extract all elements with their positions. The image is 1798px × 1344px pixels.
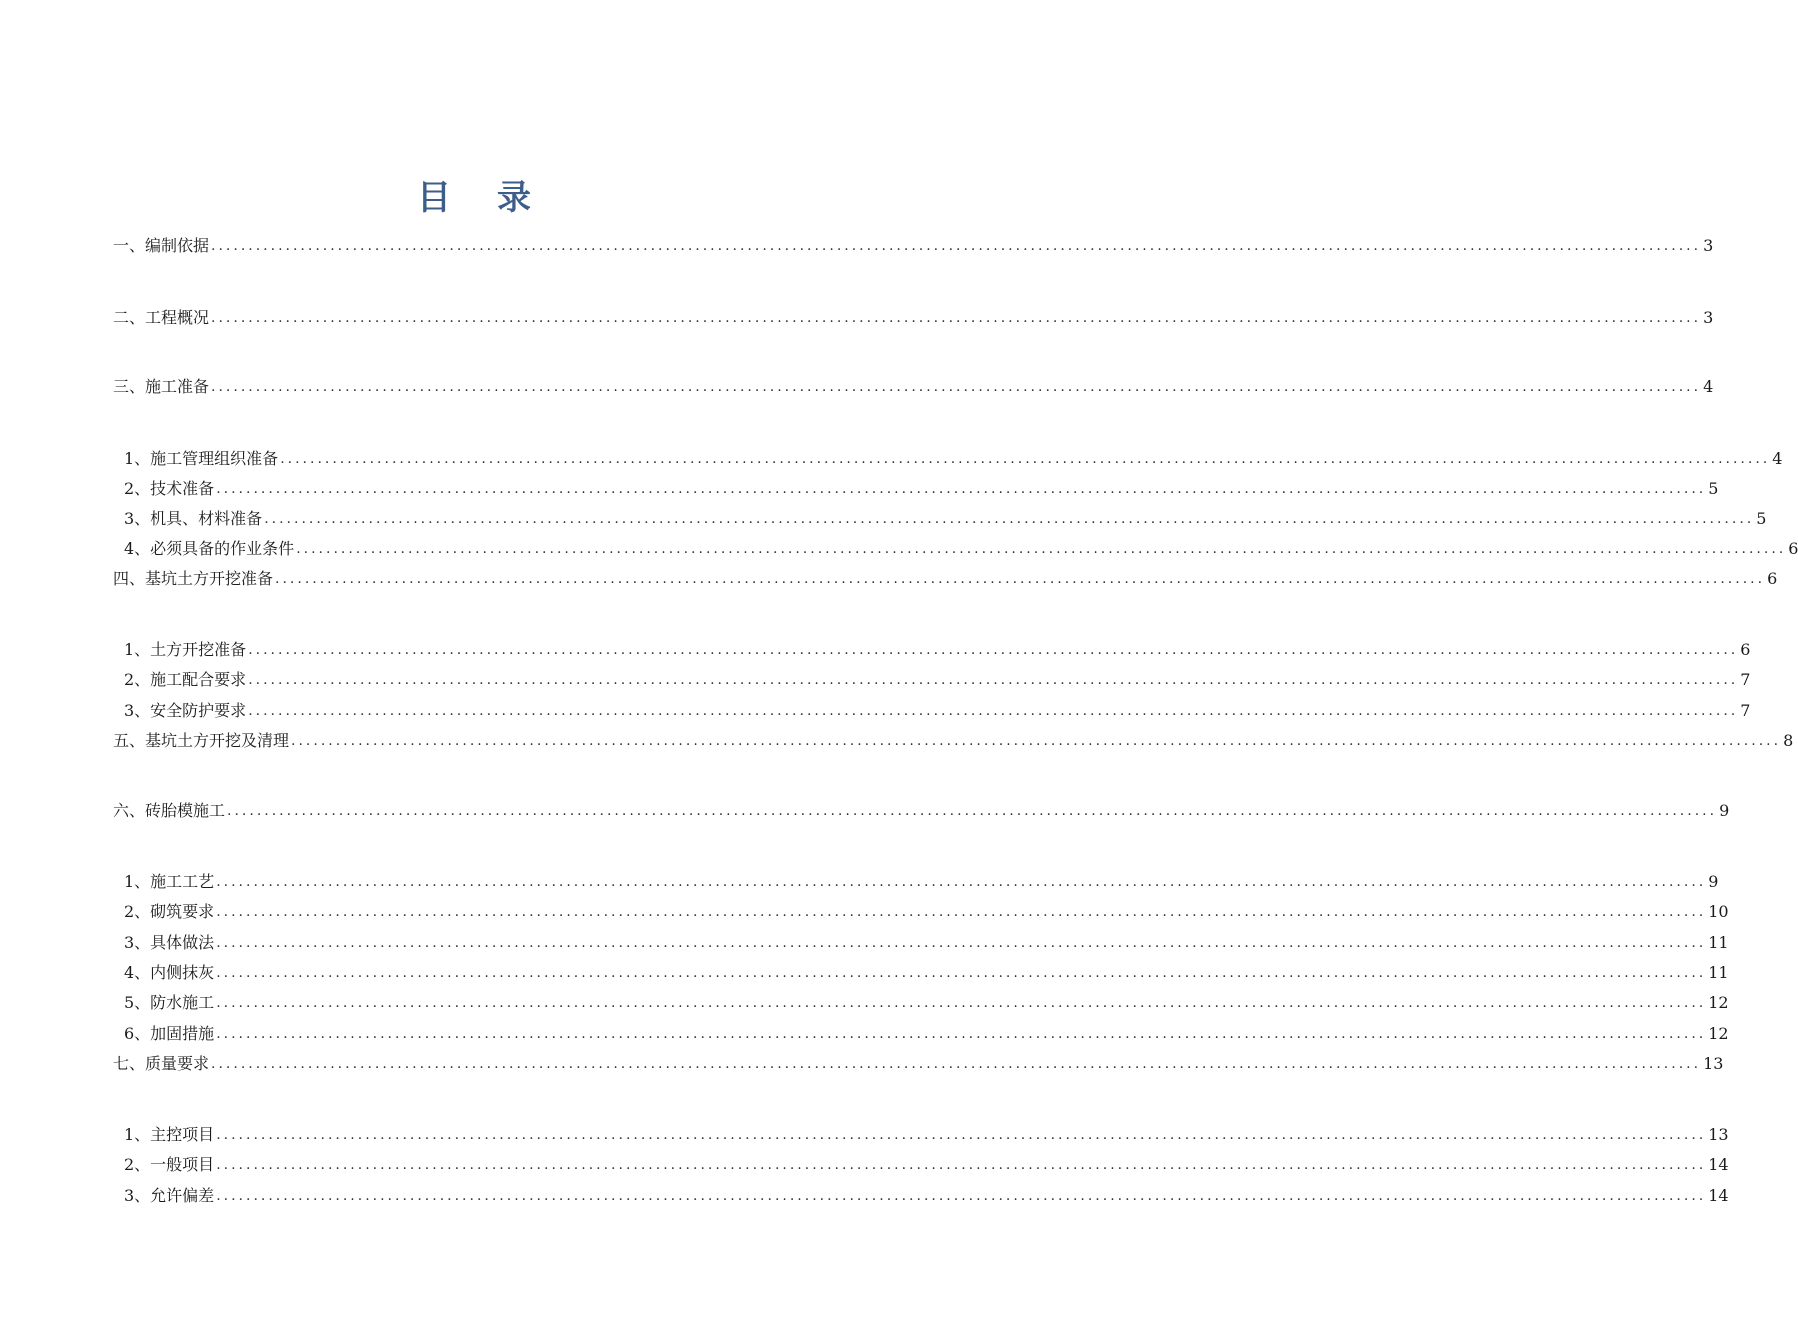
toc-entry-page: 5 [1708, 479, 1719, 498]
toc-leader-dots: ........................................................................................................................................................................................................ [216, 935, 1707, 951]
toc-entry-label: 4、必须具备的作业条件 [124, 539, 295, 558]
toc-leader-dots: ........................................................................................................................................................................................................ [216, 904, 1707, 920]
toc-entry-label: 1、土方开挖准备 [124, 640, 247, 659]
toc-entry[interactable] [124, 697, 1751, 721]
toc-leader-dots: ........................................................................................................................................................................................................ [264, 511, 1755, 527]
toc-entry-page: 13 [1708, 1125, 1729, 1144]
toc-entry-page: 7 [1740, 670, 1751, 689]
toc-leader-dots: ........................................................................................................................................................................................................ [211, 238, 1702, 254]
toc-entry-page: 4 [1703, 377, 1714, 396]
toc-entry[interactable] [124, 929, 1729, 953]
toc-entry[interactable] [113, 797, 1730, 821]
toc-leader-dots: ........................................................................................................................................................................................................ [248, 672, 1739, 688]
toc-entry-page: 6 [1788, 539, 1798, 558]
toc-leader-dots: ........................................................................................................................................................................................................ [211, 310, 1702, 326]
toc-entry-label: 2、砌筑要求 [124, 902, 215, 921]
toc-entry-label: 1、施工工艺 [124, 872, 215, 891]
title-char-2: 录 [497, 178, 533, 218]
toc-entry[interactable] [113, 727, 1794, 751]
toc-entry-label: 一、编制依据 [113, 236, 210, 255]
toc-leader-dots: ........................................................................................................................................................................................................ [275, 571, 1766, 587]
toc-entry-label: 二、工程概况 [113, 308, 210, 327]
toc-entry[interactable] [113, 304, 1714, 328]
toc-entry[interactable] [113, 1050, 1724, 1074]
toc-entry-label: 6、加固措施 [124, 1024, 215, 1043]
toc-entry-label: 六、砖胎模施工 [113, 801, 226, 820]
toc-leader-dots: ........................................................................................................................................................................................................ [216, 481, 1707, 497]
toc-leader-dots: ........................................................................................................................................................................................................ [248, 703, 1739, 719]
toc-entry-label: 2、施工配合要求 [124, 670, 247, 689]
toc-entry[interactable] [124, 505, 1767, 529]
toc-entry[interactable] [124, 1121, 1729, 1145]
toc-entry[interactable] [113, 373, 1714, 397]
toc-entry-label: 3、机具、材料准备 [124, 509, 263, 528]
toc-entry-page: 6 [1740, 640, 1751, 659]
toc-entry-page: 6 [1767, 569, 1778, 588]
toc-entry[interactable] [113, 565, 1778, 589]
toc-entry[interactable] [124, 959, 1729, 983]
toc-leader-dots: ........................................................................................................................................................................................................ [280, 451, 1771, 467]
toc-entry-page: 12 [1708, 1024, 1729, 1043]
toc-entry-page: 14 [1708, 1155, 1729, 1174]
toc-leader-dots: ........................................................................................................................................................................................................ [216, 1127, 1707, 1143]
toc-entry[interactable] [124, 898, 1729, 922]
toc-leader-dots: ........................................................................................................................................................................................................ [216, 995, 1707, 1011]
toc-entry-page: 7 [1740, 701, 1751, 720]
toc-leader-dots: ........................................................................................................................................................................................................ [211, 379, 1702, 395]
toc-entry-page: 11 [1708, 933, 1729, 952]
toc-entry[interactable] [124, 1151, 1729, 1175]
toc-entry-page: 3 [1703, 308, 1714, 327]
toc-entry-label: 4、内侧抹灰 [124, 963, 215, 982]
toc-leader-dots: ........................................................................................................................................................................................................ [216, 1188, 1707, 1204]
toc-entry-page: 3 [1703, 236, 1714, 255]
toc-entry-label: 2、技术准备 [124, 479, 215, 498]
toc-entry-page: 8 [1783, 731, 1794, 750]
toc-entry-page: 13 [1703, 1054, 1724, 1073]
toc-entry[interactable] [113, 232, 1714, 256]
toc-entry[interactable] [124, 445, 1783, 469]
toc-entry[interactable] [124, 989, 1729, 1013]
toc-leader-dots: ........................................................................................................................................................................................................ [227, 803, 1718, 819]
toc-entry-label: 5、防水施工 [124, 993, 215, 1012]
toc-entry-label: 2、一般项目 [124, 1155, 215, 1174]
toc-entry[interactable] [124, 1182, 1729, 1206]
toc-entry-label: 3、安全防护要求 [124, 701, 247, 720]
toc-leader-dots: ........................................................................................................................................................................................................ [296, 541, 1787, 557]
toc-entry-page: 11 [1708, 963, 1729, 982]
toc-leader-dots: ........................................................................................................................................................................................................ [248, 642, 1739, 658]
toc-entry-page: 14 [1708, 1186, 1729, 1205]
toc-leader-dots: ........................................................................................................................................................................................................ [216, 1157, 1707, 1173]
toc-leader-dots: ........................................................................................................................................................................................................ [216, 965, 1707, 981]
toc-entry[interactable] [124, 666, 1751, 690]
toc-entry-label: 3、允许偏差 [124, 1186, 215, 1205]
toc-entry[interactable] [124, 1020, 1729, 1044]
toc-leader-dots: ........................................................................................................................................................................................................ [216, 874, 1707, 890]
toc-entry-page: 12 [1708, 993, 1729, 1012]
toc-entry-label: 五、基坑土方开挖及清理 [113, 731, 290, 750]
toc-entry[interactable] [124, 535, 1798, 559]
toc-entry[interactable] [124, 868, 1719, 892]
toc-entry-label: 七、质量要求 [113, 1054, 210, 1073]
toc-entry-label: 1、施工管理组织准备 [124, 449, 279, 468]
toc-entry-page: 9 [1708, 872, 1719, 891]
toc-leader-dots: ........................................................................................................................................................................................................ [291, 733, 1782, 749]
toc-entry-page: 4 [1772, 449, 1783, 468]
toc-entry-page: 9 [1719, 801, 1730, 820]
title-char-1: 目 [417, 178, 453, 218]
toc-entry-label: 四、基坑土方开挖准备 [113, 569, 274, 588]
toc-entry-label: 三、施工准备 [113, 377, 210, 396]
toc-entry-label: 1、主控项目 [124, 1125, 215, 1144]
toc-leader-dots: ........................................................................................................................................................................................................ [211, 1056, 1702, 1072]
toc-entry[interactable] [124, 475, 1719, 499]
toc-entry[interactable] [124, 636, 1751, 660]
toc-entry-label: 3、具体做法 [124, 933, 215, 952]
toc-leader-dots: ........................................................................................................................................................................................................ [216, 1026, 1707, 1042]
toc-entry-page: 10 [1708, 902, 1729, 921]
toc-entry-page: 5 [1756, 509, 1767, 528]
